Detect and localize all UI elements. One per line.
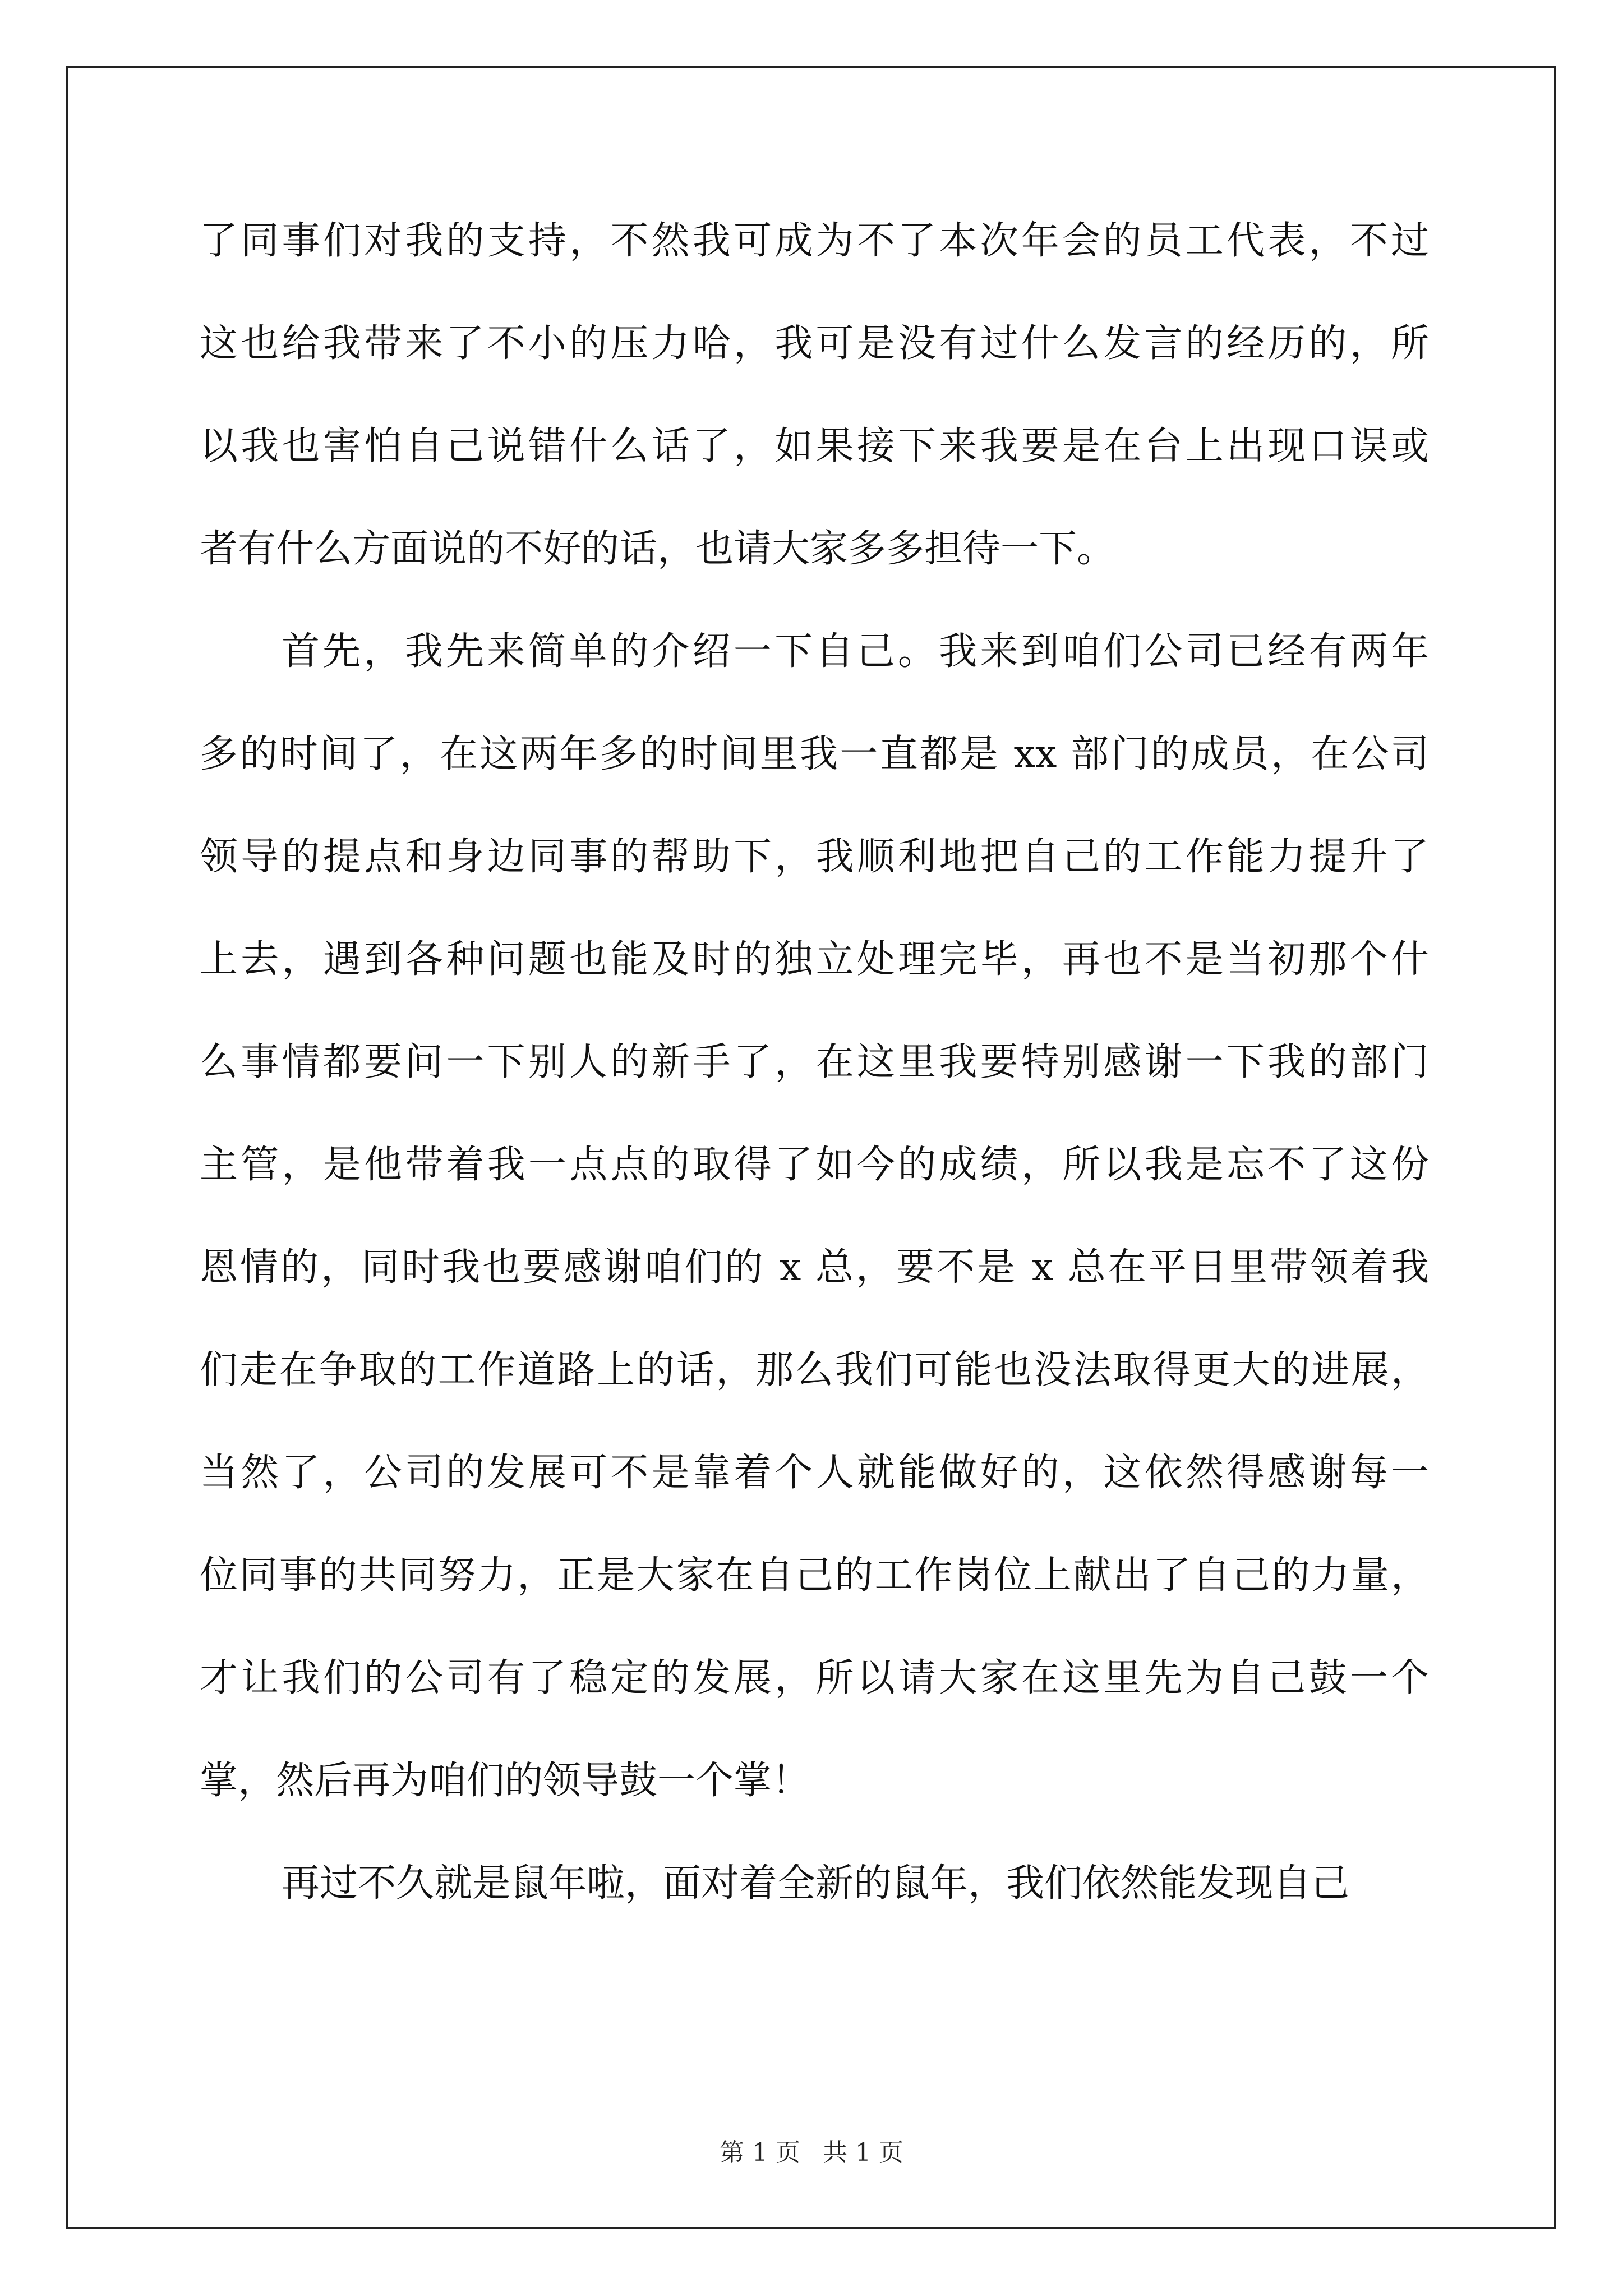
text-line: 恩情的，同时我也要感谢咱们的 x 总，要不是 x 总在平日里带领着我 [200,1245,1429,1290]
text-line: 上去，遇到各种问题也能及时的独立处理完毕，再也不是当初那个什 [200,937,1429,982]
text-line: 领导的提点和身边同事的帮助下，我顺利地把自己的工作能力提升了 [200,835,1429,879]
text-line: 再过不久就是鼠年啦，面对着全新的鼠年，我们依然能发现自己 [282,1861,1350,1906]
page-number-total: 共 1 页 [823,2138,903,2167]
text-line: 么事情都要问一下别人的新手了，在这里我要特别感谢一下我的部门 [200,1040,1429,1084]
text-line: 主管，是他带着我一点点的取得了如今的成绩，所以我是忘不了这份 [200,1143,1429,1187]
text-line: 以我也害怕自己说错什么话了，如果接下来我要是在台上出现口误或 [200,424,1429,468]
text-line: 位同事的共同努力，正是大家在自己的工作岗位上献出了自己的力量， [200,1553,1429,1598]
page-number-current: 第 1 页 [720,2138,800,2167]
text-line: 才让我们的公司有了稳定的发展，所以请大家在这里先为自己鼓一个 [200,1656,1429,1700]
text-line: 了同事们对我的支持，不然我可成为不了本次年会的员工代表，不过 [200,219,1429,263]
page-footer [0,2136,1623,2170]
text-line: 者有什么方面说的不好的话，也请大家多多担待一下。 [200,527,1115,571]
text-line: 当然了，公司的发展可不是靠着个人就能做好的，这依然得感谢每一 [200,1451,1429,1495]
text-line: 首先，我先来简单的介绍一下自己。我来到咱们公司已经有两年 [282,629,1429,674]
text-line: 这也给我带来了不小的压力哈，我可是没有过什么发言的经历的，所 [200,321,1429,366]
text-line: 掌，然后再为咱们的领导鼓一个掌！ [200,1759,810,1803]
body-text [200,213,1429,1958]
text-line: 多的时间了，在这两年多的时间里我一直都是 xx 部门的成员，在公司 [200,732,1429,776]
text-line: 们走在争取的工作道路上的话，那么我们可能也没法取得更大的进展， [200,1348,1429,1392]
